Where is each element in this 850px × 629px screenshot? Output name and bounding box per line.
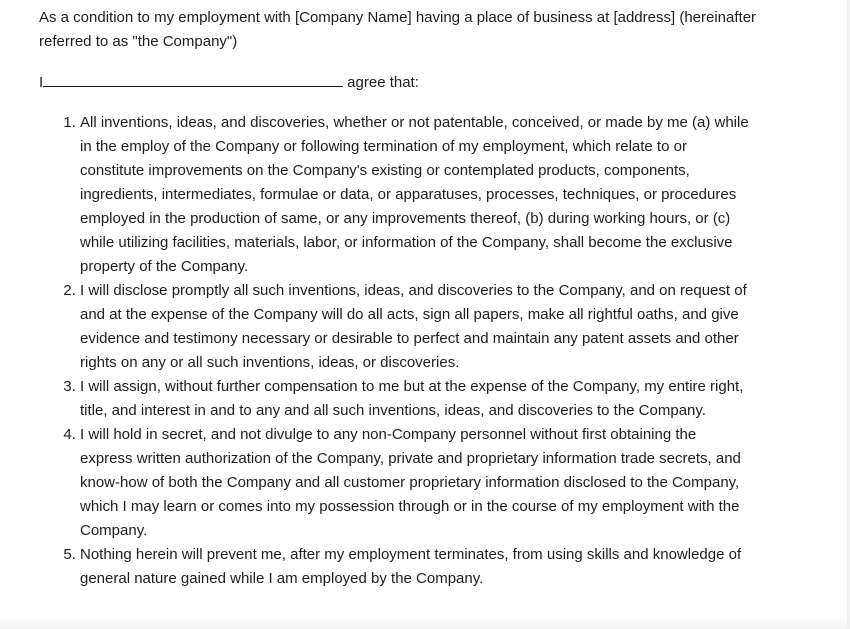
agree-prefix: I [39,74,44,91]
intro-paragraph: As a condition to my employment with [Company Name] having a place of business at [address] (hereinafter referred to as "the Company") [39,9,757,50]
agree-suffix: agree that: [347,74,419,91]
agree-statement [39,70,799,95]
clause-item-2: 2. I will disclose promptly all such inventions, ideas, and discoveries to the Company, and on request of and at the expense of the Company will do all acts, sign all papers, make all rightful oaths, and give evidence and testimony necessary or desirable to perfect and maintain any patent assets and other rights on any or all such inventions, ideas, or discoveries. [80,279,750,375]
name-blank-line [43,70,343,87]
clause-item-4: 4. I will hold in secret, and not divulge to any non-Company personnel without first obtaining the express written authorization of the Company, private and proprietary information trade secrets, and know-how of both the Company and all customer proprietary information disclosed to the Company, which I may learn or comes into my possession through or in the course of my employment with the Company. [80,423,750,543]
clause-item-5: 5. Nothing herein will prevent me, after my employment terminates, from using skills and knowledge of general nature gained while I am employed by the Company. [80,543,750,591]
agreement-document [39,6,799,591]
clause-item-3: 3. I will assign, without further compensation to me but at the expense of the Company, my entire right, title, and interest in and to any and all such inventions, ideas, and discoveries to the Company. [80,375,750,423]
bottom-shadow [0,615,850,629]
clause-list [39,111,750,591]
clause-item-1: 1. All inventions, ideas, and discoveries, whether or not patentable, conceived, or made by me (a) while in the employ of the Company or following termination of my employment, which relate to or constitute improvements on the Company's existing or contemplated products, components, ingredients, intermediates, formulae or data, or apparatuses, processes, techniques, or procedures employed in the production of same, or any improvements thereof, (b) during working hours, or (c) while utilizing facilities, materials, labor, or information of the Company, shall become the exclusive property of the Company. [80,111,750,279]
